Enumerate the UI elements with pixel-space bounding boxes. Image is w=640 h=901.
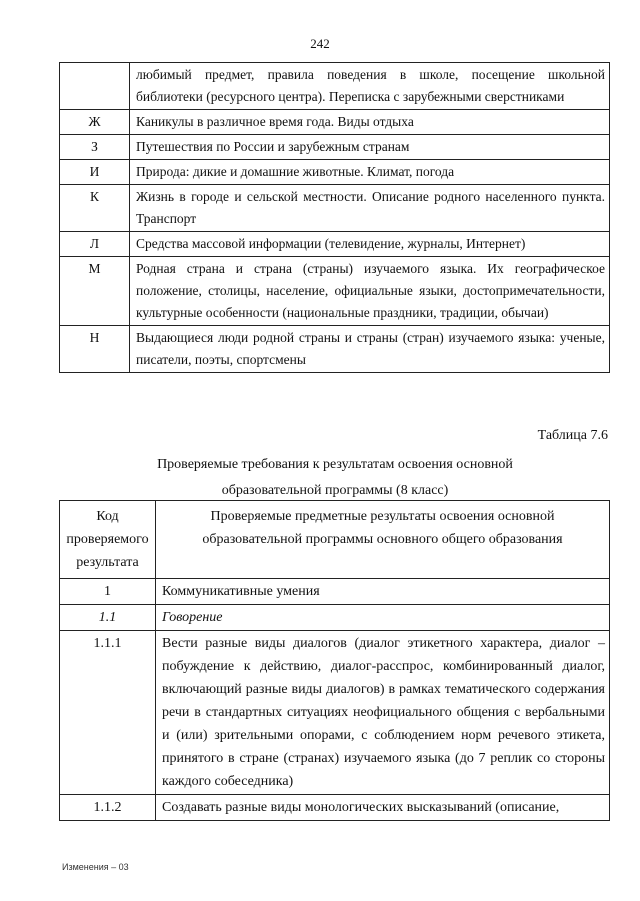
row-code: 1.1 — [60, 605, 156, 631]
row-code: М — [60, 257, 130, 326]
table-row — [60, 63, 610, 110]
table-row — [60, 135, 610, 160]
table-caption: Таблица 7.6 — [537, 428, 608, 443]
row-text: Средства массовой информации (телевидение, журналы, Интернет) — [130, 232, 610, 257]
row-text: Говорение — [156, 605, 610, 631]
table-header-row — [60, 501, 610, 579]
table-row — [60, 579, 610, 605]
table-row — [60, 160, 610, 185]
row-code: И — [60, 160, 130, 185]
footer-note: Изменения – 03 — [62, 862, 129, 872]
row-text: любимый предмет, правила поведения в школе, посещение школьной библиотеки (ресурсного центра). Переписка с зарубежными сверстниками — [130, 63, 610, 110]
row-code: 1.1.1 — [60, 631, 156, 795]
row-text: Выдающиеся люди родной страны и страны (стран) изучаемого языка: ученые, писатели, поэты, спортсмены — [130, 326, 610, 373]
row-code — [60, 63, 130, 110]
row-code: 1.1.2 — [60, 795, 156, 821]
row-text: Коммуникативные умения — [156, 579, 610, 605]
table-title-line: образовательной программы (8 класс) — [221, 483, 449, 498]
table-title-line: Проверяемые требования к результатам освоения основной — [157, 457, 513, 472]
row-code: 1 — [60, 579, 156, 605]
header-main: Проверяемые предметные результаты освоения основной образовательной программы основного общего образования — [156, 501, 610, 579]
row-text: Создавать разные виды монологических высказываний (описание, — [156, 795, 610, 821]
table-title — [60, 452, 610, 504]
header-code: Код проверяемого результата — [60, 501, 156, 579]
row-code: К — [60, 185, 130, 232]
table-row — [60, 232, 610, 257]
row-text: Жизнь в городе и сельской местности. Описание родного населенного пункта. Транспорт — [130, 185, 610, 232]
table-row — [60, 795, 610, 821]
row-text: Вести разные виды диалогов (диалог этикетного характера, диалог – побуждение к действию, диалог-расспрос, комбинированный диалог, включающий разные виды диалогов) в рамках тематического содержания речи в стандартных ситуациях неофициального общения с вербальными и (или) зрительными опорами, с соблюдением норм речевого этикета, принятого в стране (странах) изучаемого языка (до 7 реплик со стороны каждого собеседника) — [156, 631, 610, 795]
table-row — [60, 110, 610, 135]
topics-table — [59, 62, 610, 373]
row-text: Каникулы в различное время года. Виды отдыха — [130, 110, 610, 135]
row-text: Путешествия по России и зарубежным странам — [130, 135, 610, 160]
requirements-table — [59, 500, 610, 821]
row-code: Н — [60, 326, 130, 373]
row-text: Природа: дикие и домашние животные. Климат, погода — [130, 160, 610, 185]
row-code: З — [60, 135, 130, 160]
table-row — [60, 185, 610, 232]
table-row — [60, 257, 610, 326]
row-text: Родная страна и страна (страны) изучаемого языка. Их географическое положение, столицы, население, официальные языки, достопримечательности, культурные особенности (национальные праздники, традиции, обычаи) — [130, 257, 610, 326]
row-code: Л — [60, 232, 130, 257]
table-row — [60, 605, 610, 631]
table-row — [60, 326, 610, 373]
page-number: 242 — [310, 36, 330, 51]
row-code: Ж — [60, 110, 130, 135]
table-row — [60, 631, 610, 795]
